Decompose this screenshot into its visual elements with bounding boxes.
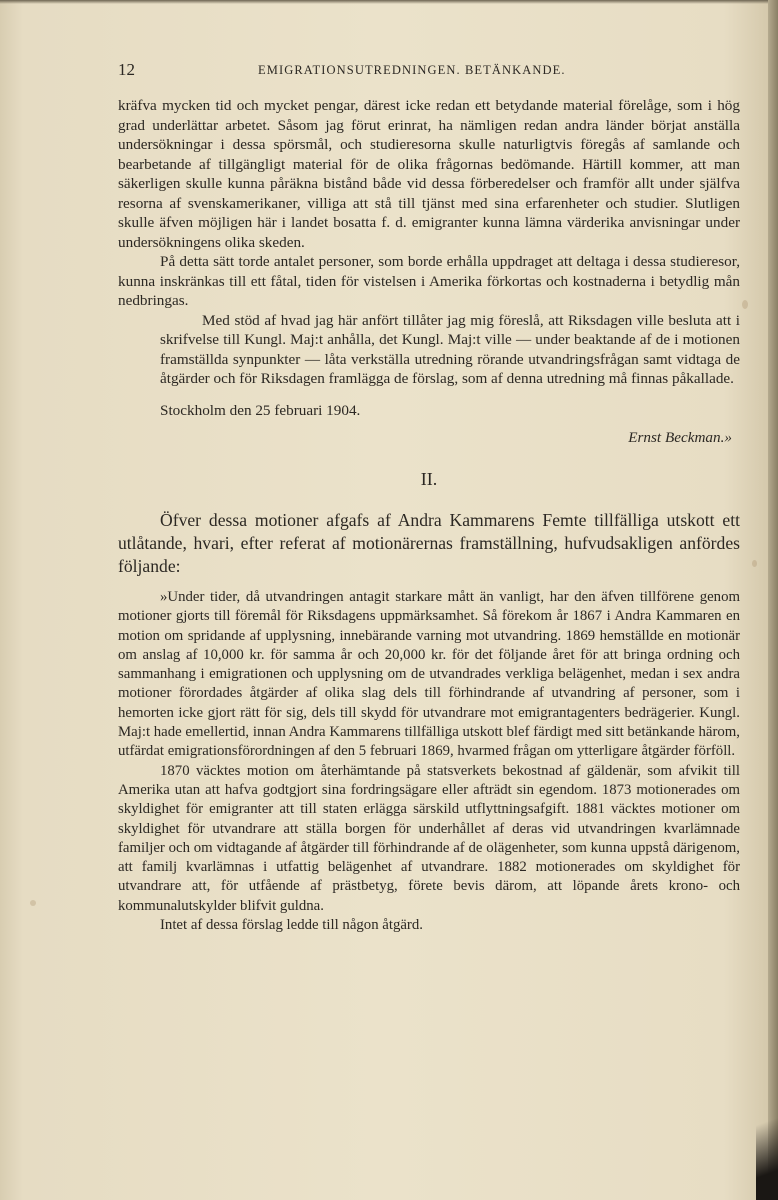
section-number: II.	[420, 468, 438, 489]
committee-report	[118, 588, 740, 935]
report-paragraph: 1870 väcktes motion om återhämtande på statsverkets bekostnad af gäldenär, som afvikit till Amerika utan att hafva godtgjort sina fordringsägare eller afträdt sin egendom. 1873 motionerades om skyldighet för emigranter att till staten erlägga särskild utflyttningsafgift. 1881 väcktes motioner om skyldighet för utvandrare att ställa borgen för underhållet af deras vid utvandringen kvarlämnade familjer och om vidtagande af åtgärder till förhindrande af de olägenheter, som kunna uppstå därigenom, att familj kvarlämnas i utfattig belägenhet af utvandrare. 1882 motionerades om skyldighet för utvandrare att, för utfående af prästbetyg, förete bevis därom, att löpande årets krono- och kommunalutskylder blifvit guldna.	[118, 762, 740, 914]
paragraph: På detta sätt torde antalet personer, som borde erhålla uppdraget att deltaga i dessa studieresor, kunna inskränkas till ett fåtal, tiden för vistelsen i Amerika förkortas och kostnaderna i betydlig mån nedbringas.	[118, 253, 740, 309]
top-shadow	[0, 0, 778, 4]
motion-signature: Ernst Beckman.»	[628, 429, 732, 446]
report-paragraph: Intet af dessa förslag ledde till någon åtgärd.	[160, 917, 423, 934]
foxing-spot	[30, 900, 36, 906]
motion-date: Stockholm den 25 februari 1904.	[160, 401, 361, 419]
foxing-spot	[752, 560, 757, 567]
motion-proposal: Med stöd af hvad jag här anfört tillåter jag mig föreslå, att Riksdagen ville besluta att i skrifvelse till Kungl. Maj:t anhålla, det Kungl. Maj:t ville — under beaktande af de i motionen framställda synpunkter — låta verkställa utredning rörande utvandringsfrågan samt vidtaga de åtgärder och för Riksdagen framlägga de förslag, som af denna utredning må finnas påkallade.	[160, 311, 740, 387]
page-header	[118, 60, 738, 84]
page-body	[118, 96, 740, 935]
motion-proposal-block	[118, 311, 740, 448]
foxing-spot	[742, 300, 748, 309]
page-edge	[768, 0, 778, 1200]
page-number: 12	[118, 60, 135, 79]
page-corner-shadow	[756, 1090, 778, 1200]
paragraph: kräfva mycken tid och mycket pengar, därest icke redan ett betydande material förelåge, som i hög grad underlättar arbetet. Såsom jag förut erinrat, ha nämligen redan andra länder börjat anställa undersökningar i dessa spörsmål, och studieresorna skulle naturligtvis föregås af samlande och bearbetande af tillgängligt material för de olika frågornas bedömande. Härtill kommer, att man säkerligen skulle kunna påräkna bistånd både vid dessa förberedelser och framför allt under själfva resorna af svenskamerikaner, villiga att stå till tjänst med sina erfarenheter och studier. Slutligen skulle äfven möjligen här i landet bosatta f. d. emigranter kunna lämna värderika anvisningar under undersökningens olika skeden.	[118, 97, 740, 251]
running-title: EMIGRATIONSUTREDNINGEN. BETÄNKANDE.	[258, 63, 566, 77]
report-paragraph: »Under tider, då utvandringen antagit starkare mått än vanligt, har den äfven tillförene genom motioner gjorts till föremål för Riksdagens uppmärksamhet. Så förekom år 1867 i Andra Kammaren en motion om spridande af upplysning, innebärande varning mot utvandring. 1869 hemställde en motionär om anslag af 10,000 kr. för samma år och 20,000 kr. för det följande året för att bringa ordning och sammanhang i emigrationen och upplysning om de utvandrades verkliga belägenhet, medan i sex andra motioner förordades åtgärder af olika slag dels till förhindrande af utvandring af personer, som i hemorten icke gjort rätt för sig, dels till skydd för utvandrare mot emigrantagenters bedrägerier. Kungl. Maj:t hade emellertid, innan Andra Kammarens tillfälliga utskott blef färdigt med sitt betänkande härom, utfärdat emigrationsförordningen af den 5 februari 1869, hvarmed frågan om ytterligare åtgärder förföll.	[118, 589, 740, 760]
section-intro: Öfver dessa motioner afgafs af Andra Kammarens Femte tillfälliga utskott ett utlåtande, hvari, efter referat af motionärernas framställning, hufvudsakligen anfördes följande:	[118, 510, 740, 576]
